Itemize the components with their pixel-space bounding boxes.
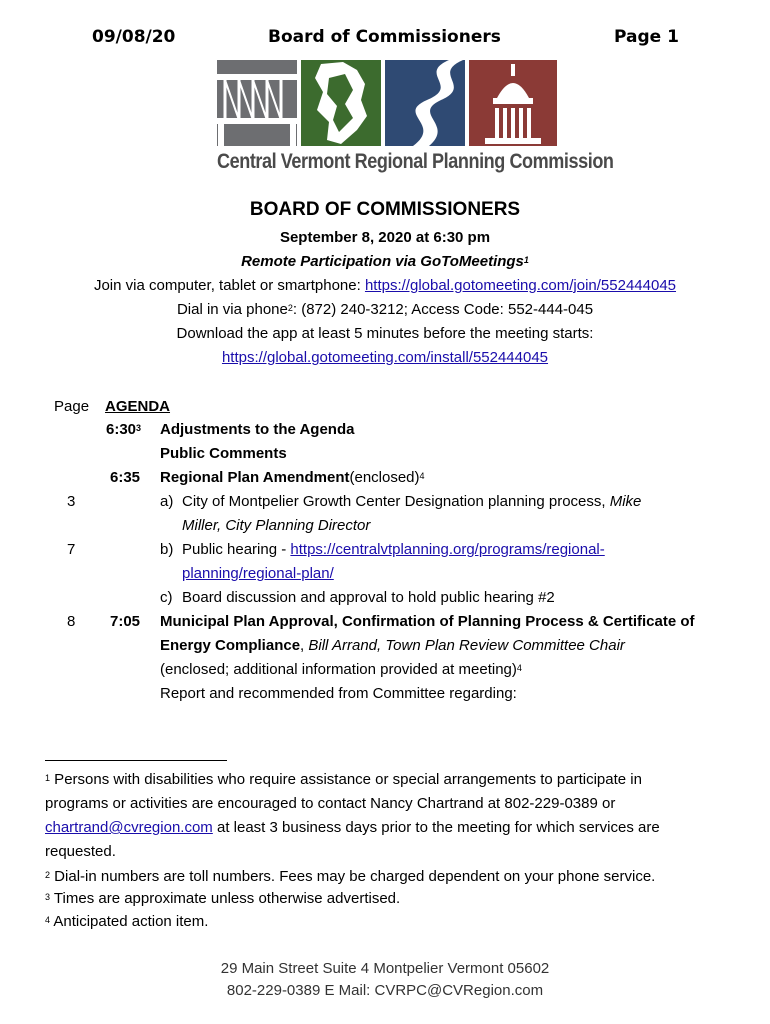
footnote-ref: 1 — [523, 255, 529, 265]
dial-text: Dial in via phone — [176, 301, 288, 318]
sub-item-a-prefix: a) — [160, 493, 174, 510]
time-1-text: 6:30 — [106, 421, 137, 438]
sub-item-a — [182, 490, 641, 514]
org-name: Central Vermont Regional Planning Commission — [217, 150, 614, 173]
item-municipal-plan-cont — [160, 634, 625, 658]
time-3: 7:05 — [110, 613, 141, 630]
footnote-num: 3 — [45, 892, 51, 902]
footnote-1-line3 — [45, 816, 660, 840]
footnote-num: 1 — [45, 773, 51, 783]
footnote-3 — [45, 887, 400, 911]
regional-plan-link[interactable]: https://centralvtplanning.org/programs/regional- — [290, 541, 605, 558]
agenda-header: AGENDA — [105, 398, 171, 415]
time-2: 6:35 — [110, 469, 141, 486]
page-num-3: 3 — [67, 493, 76, 510]
footnote-ref: 2 — [287, 303, 293, 313]
meeting-title: BOARD OF COMMISSIONERS — [249, 199, 521, 220]
footnote-ref: 3 — [136, 423, 142, 433]
footnote-2 — [45, 865, 655, 889]
header-page: Page 1 — [614, 27, 679, 47]
footnote-ref: 4 — [516, 663, 522, 673]
header-title: Board of Commissioners — [268, 27, 501, 47]
municipal-presenter: Bill Arrand, Town Plan Review Committee Chair — [308, 637, 625, 654]
sub-item-b-cont — [182, 562, 334, 586]
footnote-1-text-cont: at least 3 business days prior to the meeting for which services are — [212, 819, 660, 836]
join-link[interactable]: https://global.gotomeeting.com/join/552444045 — [364, 277, 677, 294]
sub-item-a-text: City of Montpelier Growth Center Designation planning process, — [182, 493, 610, 510]
item-regional-plan — [160, 466, 425, 490]
meeting-date: September 8, 2020 at 6:30 pm — [279, 229, 491, 246]
footnote-4-text: Anticipated action item. — [50, 913, 209, 930]
remote-text: Remote Participation via GoToMeetings — [241, 253, 524, 270]
regional-plan-title: Regional Plan Amendment — [160, 469, 350, 486]
time-1 — [106, 418, 141, 442]
page-num-8: 8 — [67, 613, 76, 630]
regional-plan-link-cont[interactable]: planning/regional-plan/ — [182, 565, 334, 582]
dial-line — [0, 298, 770, 322]
regional-plan-enclosed: (enclosed) — [349, 469, 420, 486]
footnote-1 — [45, 768, 642, 792]
footnote-divider — [45, 760, 227, 761]
sub-item-b-prefix: b) — [160, 541, 174, 558]
sub-item-a-presenter: Mike — [609, 493, 642, 510]
page-num-7: 7 — [67, 541, 76, 558]
footnote-num: 2 — [45, 870, 51, 880]
municipal-enclosed — [160, 658, 522, 682]
footnote-1-line4: requested. — [45, 843, 116, 860]
install-line — [0, 346, 770, 370]
join-line — [0, 274, 770, 298]
footnote-4 — [45, 910, 208, 934]
install-link[interactable]: https://global.gotomeeting.com/install/552444045 — [221, 349, 549, 366]
footer-address: 29 Main Street Suite 4 Montpelier Vermont 05602 — [220, 960, 550, 977]
page-column-header: Page — [54, 398, 90, 415]
item-public-comments: Public Comments — [160, 445, 287, 462]
energy-compliance: Energy Compliance — [160, 637, 301, 654]
footnote-2-text: Dial-in numbers are toll numbers. Fees may be charged dependent on your phone service. — [50, 868, 656, 885]
footnote-1-text: Persons with disabilities who require assistance or special arrangements to participate in — [50, 771, 642, 788]
join-text: Join via computer, tablet or smartphone: — [93, 277, 365, 294]
sub-item-c-prefix: c) — [160, 589, 173, 606]
footnote-num: 4 — [45, 915, 51, 925]
logo-graphic — [217, 60, 557, 148]
email-link[interactable]: chartrand@cvregion.com — [45, 819, 213, 836]
item-municipal-plan: Municipal Plan Approval, Confirmation of Planning Process & Certificate of — [160, 613, 695, 630]
sub-item-a-presenter-cont: Miller, City Planning Director — [182, 517, 371, 534]
item-adjustments: Adjustments to the Agenda — [160, 421, 355, 438]
header-date: 09/08/20 — [92, 27, 176, 47]
separator: , — [300, 637, 309, 654]
footnote-1-line2: programs or activities are encouraged to contact Nancy Chartrand at 802-229-0389 or — [45, 795, 616, 812]
footnote-3-text: Times are approximate unless otherwise advertised. — [50, 890, 401, 907]
dial-number: : (872) 240-3212; Access Code: 552-444-045 — [292, 301, 594, 318]
sub-item-c: Board discussion and approval to hold public hearing #2 — [182, 589, 555, 606]
remote-participation — [0, 250, 770, 274]
footer-contact: 802-229-0389 E Mail: CVRPC@CVRegion.com — [226, 982, 544, 999]
report-text: Report and recommended from Committee regarding: — [160, 685, 517, 702]
sub-item-b — [182, 538, 605, 562]
download-text: Download the app at least 5 minutes before the meeting starts: — [176, 325, 594, 342]
municipal-enclosed-text: (enclosed; additional information provided at meeting) — [160, 661, 517, 678]
sub-item-b-text: Public hearing - — [182, 541, 291, 558]
footnote-ref: 4 — [419, 471, 425, 481]
